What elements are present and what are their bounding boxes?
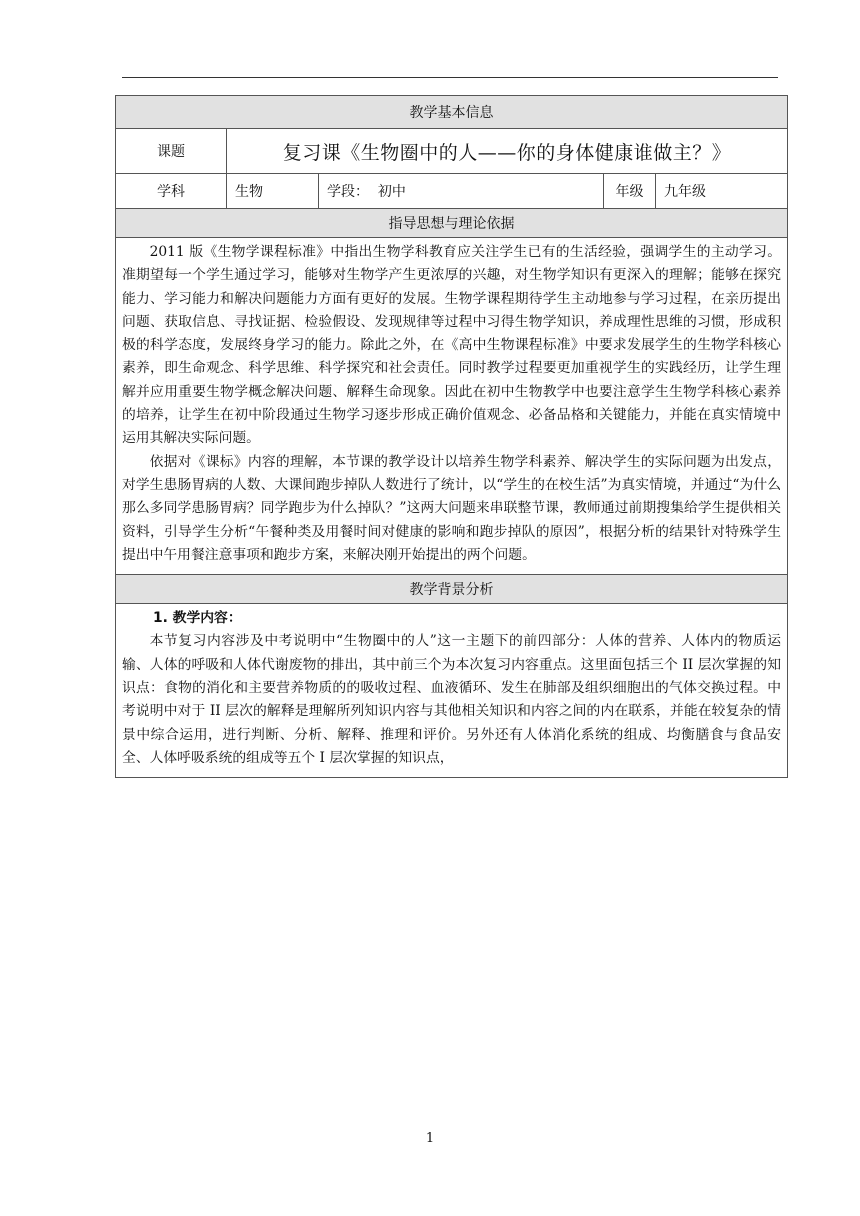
topic-row bbox=[116, 129, 788, 174]
section-heading-background: 教学背景分析 bbox=[116, 575, 788, 604]
guiding-thought-body-row bbox=[116, 238, 788, 575]
header-rule bbox=[122, 77, 778, 78]
background-body-row bbox=[116, 604, 788, 778]
grade-value: 九年级 bbox=[656, 174, 788, 209]
section-heading-guiding-thought: 指导思想与理论依据 bbox=[116, 209, 788, 238]
section-header-row bbox=[116, 575, 788, 604]
stage-label: 学段： 初中 bbox=[319, 174, 604, 209]
page-number: 1 bbox=[425, 1131, 435, 1146]
section-header-row bbox=[116, 209, 788, 238]
info-row bbox=[116, 174, 788, 209]
section-header-row bbox=[116, 96, 788, 129]
subject-value: 生物 bbox=[227, 174, 319, 209]
guiding-paragraph: 依据对《课标》内容的理解，本节课的教学设计以培养生物学科素养、解决学生的实际问题为出发点，对学生患肠胃病的人数、大课间跑步掉队人数进行了统计，以“学生的在校生活”为真实情境，并通过“为什么那么多同学患肠胃病？同学跑步为什么掉队？”这两大问题来串联整节课，教师通过前期搜集给学生提供相关资料，引导学生分析“午餐种类及用餐时间对健康的影响和跑步掉队的原因”，根据分析的结果针对特殊学生提出中午用餐注意事项和跑步方案，来解决刚开始提出的两个问题。 bbox=[122, 453, 781, 563]
grade-label: 年级 bbox=[604, 174, 656, 209]
topic-title: 复习课《生物圈中的人——你的身体健康谁做主？》 bbox=[227, 129, 788, 174]
section-heading-basic-info: 教学基本信息 bbox=[116, 96, 788, 129]
subject-label: 学科 bbox=[116, 174, 227, 209]
background-body bbox=[116, 604, 788, 778]
guiding-thought-body bbox=[116, 238, 788, 575]
lesson-plan-table bbox=[115, 95, 788, 778]
topic-label: 课题 bbox=[116, 129, 227, 174]
background-paragraph: 本节复习内容涉及中考说明中“生物圈中的人”这一主题下的前四部分：人体的营养、人体内的物质运输、人体的呼吸和人体代谢废物的排出，其中前三个为本次复习内容重点。这里面包括三个 II 层次掌握的知识点：食物的消化和主要营养物质的的吸收过程、血液循环、发生在肺部及组织细胞出的气体交换过程。中考说明中对于 II 层次的解释是理解所列知识内容与其他相关知识和内容之间的内在联系，并能在较复杂的情景中综合运用，进行判断、分析、解释、推理和评价。另外还有人体消化系统的组成、均衡膳食与食品安全、人体呼吸系统的组成等五个 I 层次掌握的知识点， bbox=[122, 633, 781, 766]
guiding-paragraph: 2011 版《生物学课程标准》中指出生物学科教育应关注学生已有的生活经验，强调学生的主动学习。准期望每一个学生通过学习，能够对生物学产生更浓厚的兴趣，对生物学知识有更深入的理解；能够在探究能力、学习能力和解决问题能力方面有更好的发展。生物学课程期待学生主动地参与学习过程，在亲历提出问题、获取信息、寻找证据、检验假设、发现规律等过程中习得生物学知识，养成理性思维的习惯，形成积极的科学态度，发展终身学习的能力。除此之外，在《高中生物课程标准》中要求发展学生的生物学科核心素养，即生命观念、科学思维、科学探究和社会责任。同时教学过程要更加重视学生的实践经历，让学生理解并应用重要生物学概念解决问题、解释生命现象。因此在初中生物教学中也要注意学生生物学科核心素养的培养，让学生在初中阶段通过生物学习逐步形成正确价值观念、必备品格和关键能力，并能在真实情境中运用其解决实际问题。 bbox=[122, 244, 781, 447]
teaching-content-heading: 1. 教学内容： bbox=[153, 610, 242, 627]
